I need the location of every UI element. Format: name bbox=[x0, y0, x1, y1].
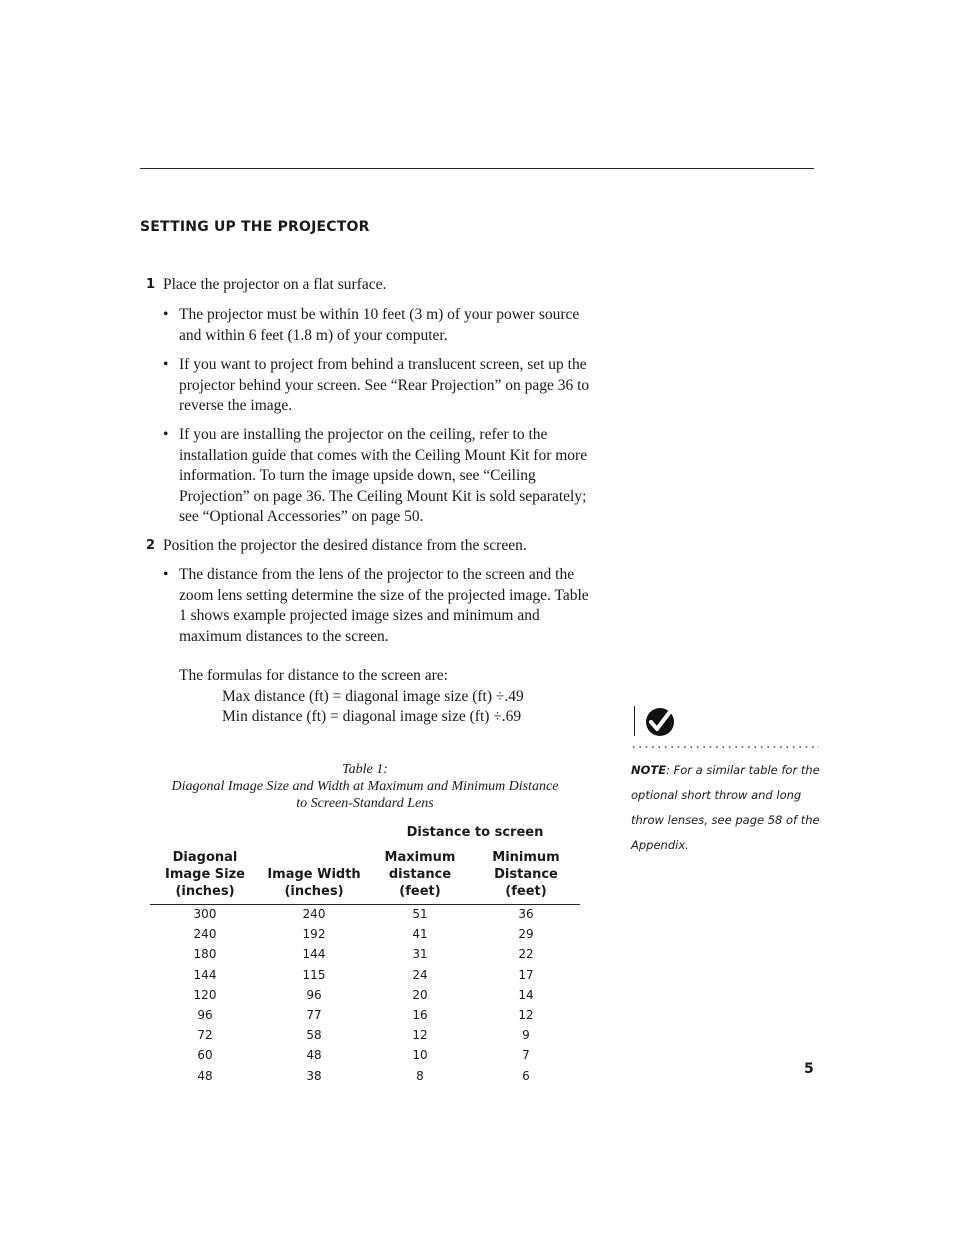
cell-width: 240 bbox=[302, 907, 326, 921]
cell-width: 115 bbox=[302, 967, 326, 982]
bullet-dot: • bbox=[163, 566, 169, 583]
header-line: (feet) bbox=[505, 884, 547, 899]
cell-width: 58 bbox=[306, 1028, 322, 1043]
checkmark-note-icon bbox=[644, 707, 676, 737]
formula-intro: The formulas for distance to the screen are: bbox=[179, 667, 448, 684]
header-line: distance bbox=[388, 867, 452, 882]
cell-max: 10 bbox=[412, 1048, 428, 1063]
header-line: Image Width bbox=[267, 867, 361, 882]
section-heading: SETTING UP THE PROJECTOR bbox=[140, 219, 370, 235]
bullet-dot: • bbox=[163, 426, 169, 443]
table-row bbox=[150, 1046, 580, 1066]
cell-diagonal: 48 bbox=[197, 1068, 213, 1083]
formula-block bbox=[179, 666, 599, 728]
header-line: (inches) bbox=[284, 884, 344, 899]
cell-min: 12 bbox=[518, 1007, 534, 1022]
note-marker bbox=[632, 706, 822, 750]
cell-diagonal: 300 bbox=[193, 907, 217, 921]
cell-max: 12 bbox=[412, 1028, 428, 1043]
cell-max: 16 bbox=[412, 1007, 428, 1022]
header-rule bbox=[140, 168, 814, 169]
cell-diagonal: 144 bbox=[193, 967, 217, 982]
step-number: 2 bbox=[146, 538, 156, 553]
header-line: Diagonal bbox=[172, 850, 238, 865]
cell-max: 24 bbox=[412, 967, 428, 982]
formula-max: Max distance (ft) = diagonal image size (ft) ÷.49 bbox=[222, 687, 524, 705]
header-line bbox=[260, 849, 368, 866]
cell-diagonal: 180 bbox=[193, 947, 217, 962]
bullet-text: If you are installing the projector on the ceiling, refer to the installation guide that comes with the Ceiling Mount Kit for more information. To turn the image upside down, see “Ceiling Projection” on page 36. The Ceiling Mount Kit is sold separately; see “Optional Accessories” on page 50. bbox=[179, 426, 588, 525]
table-row bbox=[150, 986, 580, 1006]
cell-diagonal: 96 bbox=[197, 1007, 213, 1022]
cell-max: 31 bbox=[412, 947, 428, 962]
dotted-rule bbox=[632, 745, 820, 749]
bullet-text: The projector must be within 10 feet (3 m) of your power source and within 6 feet (1.8 m) of your computer. bbox=[179, 306, 580, 344]
cell-min: 29 bbox=[518, 927, 534, 942]
header-line: (feet) bbox=[399, 884, 441, 899]
cell-max: 20 bbox=[412, 987, 428, 1002]
cell-min: 22 bbox=[518, 947, 534, 962]
group-header: Distance to screen bbox=[406, 825, 544, 840]
formula-min: Min distance (ft) = diagonal image size (ft) ÷.69 bbox=[222, 708, 522, 725]
header-line: Minimum bbox=[492, 850, 560, 865]
cell-max: 41 bbox=[412, 927, 428, 942]
cell-min: 6 bbox=[522, 1068, 530, 1083]
cell-width: 48 bbox=[306, 1048, 322, 1063]
table-row bbox=[150, 966, 580, 986]
note-label: NOTE bbox=[631, 763, 667, 777]
column-header-width bbox=[260, 849, 368, 900]
step-text: Place the projector on a flat surface. bbox=[163, 276, 387, 293]
bullet-dot: • bbox=[163, 306, 169, 323]
table-row bbox=[150, 905, 580, 925]
cell-width: 144 bbox=[302, 947, 326, 962]
table-body bbox=[150, 905, 580, 1087]
header-line: Maximum bbox=[384, 850, 456, 865]
cell-diagonal: 240 bbox=[193, 927, 217, 942]
cell-min: 14 bbox=[518, 987, 534, 1002]
table-row bbox=[150, 1026, 580, 1046]
step-text: Position the projector the desired distance from the screen. bbox=[163, 537, 527, 554]
table-row bbox=[150, 1006, 580, 1026]
cell-width: 96 bbox=[306, 987, 322, 1002]
cell-max: 51 bbox=[412, 907, 428, 921]
bullet-dot: • bbox=[163, 356, 169, 373]
cell-min: 17 bbox=[518, 967, 534, 982]
cell-width: 192 bbox=[302, 927, 326, 942]
header-line: (inches) bbox=[175, 884, 235, 899]
cell-diagonal: 72 bbox=[197, 1028, 213, 1043]
cell-diagonal: 120 bbox=[193, 987, 217, 1002]
column-header-diagonal bbox=[150, 849, 260, 900]
note-body: : For a similar table for the optional short throw and long throw lenses, see page 58 of the Appendix. bbox=[631, 763, 820, 852]
cell-min: 36 bbox=[518, 907, 534, 921]
column-header-minimum bbox=[472, 849, 580, 900]
step-number: 1 bbox=[146, 277, 156, 292]
cell-width: 38 bbox=[306, 1068, 322, 1083]
cell-min: 7 bbox=[522, 1048, 530, 1063]
column-header-maximum bbox=[368, 849, 472, 900]
bullet-text: The distance from the lens of the projector to the screen and the zoom lens setting determine the size of the projected image. Table 1 shows example projected image sizes and minimum and maximum distances to the screen. bbox=[179, 566, 589, 645]
cell-max: 8 bbox=[416, 1068, 424, 1083]
cell-min: 9 bbox=[522, 1028, 530, 1043]
caption-line: Diagonal Image Size and Width at Maximum and Minimum Distance bbox=[171, 779, 559, 794]
cell-width: 77 bbox=[306, 1007, 322, 1022]
header-line: Image Size bbox=[164, 867, 245, 882]
cell-diagonal: 60 bbox=[197, 1048, 213, 1063]
table-caption bbox=[140, 761, 590, 812]
caption-line: Table 1: bbox=[342, 762, 388, 777]
table-row bbox=[150, 925, 580, 945]
table-row bbox=[150, 945, 580, 965]
header-line: Distance bbox=[494, 867, 558, 882]
bullet-text: If you want to project from behind a translucent screen, set up the projector behind your screen. See “Rear Projection” on page 36 to reverse the image. bbox=[179, 356, 590, 414]
table-row bbox=[150, 1067, 580, 1087]
caption-line: to Screen-Standard Lens bbox=[296, 796, 434, 811]
page-number: 5 bbox=[804, 1061, 814, 1077]
note-bar bbox=[634, 706, 635, 736]
side-note bbox=[631, 758, 821, 858]
